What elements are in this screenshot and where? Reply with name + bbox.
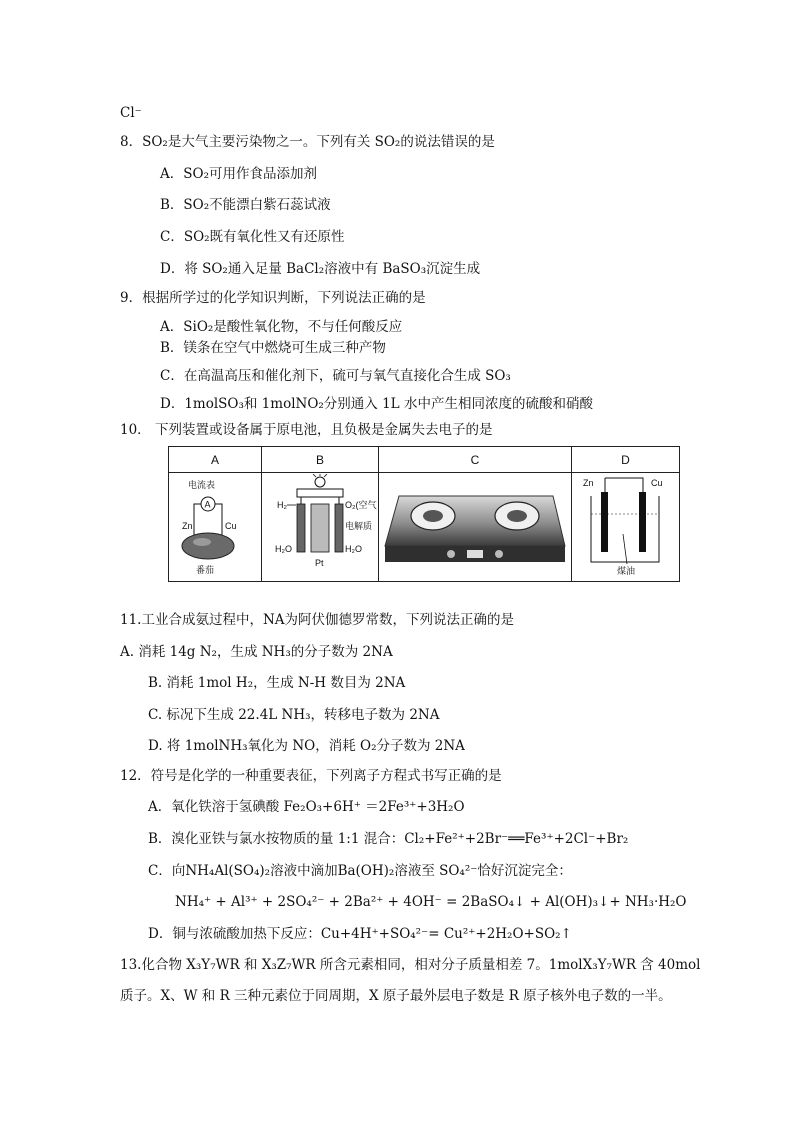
question-11-option-a: A. 消耗 14g N₂，生成 NH₃的分子数为 2NA bbox=[120, 644, 393, 660]
question-8-option-a: A．SO₂可用作食品添加剂 bbox=[160, 166, 317, 182]
fuel-cell-diagram bbox=[263, 474, 377, 578]
h2o-left-label: H₂O bbox=[275, 543, 292, 554]
question-8-stem: 8．SO₂是大气主要污染物之一。下列有关 SO₂的说法错误的是 bbox=[120, 134, 495, 150]
question-12-option-a: A．氧化铁溶于氢碘酸 Fe₂O₃+6H⁺ ＝2Fe³⁺+3H₂O bbox=[148, 799, 465, 815]
question-12-stem: 12．符号是化学的一种重要表征，下列离子方程式书写正确的是 bbox=[120, 768, 502, 784]
question-10-stem: 10． 下列装置或设备属于原电池，且负极是金属失去电子的是 bbox=[120, 422, 493, 438]
figure-b-cell bbox=[262, 473, 379, 582]
figure-d-cell bbox=[572, 473, 680, 582]
ammeter-symbol: A bbox=[204, 499, 211, 509]
question-9-option-a: A．SiO₂是酸性氧化物，不与任何酸反应 bbox=[160, 319, 403, 335]
question-11-option-b: B. 消耗 1mol H₂，生成 N-H 数目为 2NA bbox=[148, 675, 406, 691]
fruit-battery-diagram bbox=[170, 474, 260, 578]
meter-label: 电流表 bbox=[188, 479, 216, 490]
question-11-stem: 11.工业合成氨过程中，NA为阿伏伽德罗常数，下列说法正确的是 bbox=[120, 612, 515, 628]
cu-label: Cu bbox=[225, 520, 237, 531]
question-8-option-b: B．SO₂不能漂白紫石蕊试液 bbox=[160, 197, 331, 213]
left-electrode bbox=[297, 504, 305, 552]
kerosene-label: 煤油 bbox=[616, 565, 635, 576]
question-8-option-d: D．将 SO₂通入足量 BaCl₂溶液中有 BaSO₃沉淀生成 bbox=[160, 261, 481, 277]
pointer-line bbox=[623, 534, 627, 564]
top-bar bbox=[297, 489, 343, 497]
fragment-text: Cl⁻ bbox=[120, 105, 142, 121]
question-8-option-c: C．SO₂既有氧化性又有还原性 bbox=[160, 229, 345, 245]
electrolyte-block bbox=[311, 504, 329, 552]
question-12-option-d: D．铜与浓硫酸加热下反应：Cu+4H⁺+SO₄²⁻= Cu²⁺+2H₂O+SO₂↑ bbox=[148, 926, 572, 942]
left-burner-core bbox=[423, 510, 443, 522]
header-b: B bbox=[262, 447, 379, 473]
cu-electrode bbox=[639, 492, 646, 552]
zn-electrode bbox=[601, 492, 608, 552]
question-12-option-c: C．向NH₄Al(SO₄)₂溶液中滴加Ba(OH)₂溶液至 SO₄²⁻恰好沉淀完全： bbox=[148, 863, 572, 879]
pt-label: Pt bbox=[315, 557, 324, 568]
connecting-wire bbox=[605, 478, 643, 494]
zn-label: Zn bbox=[182, 520, 193, 531]
left-knob-icon bbox=[447, 550, 455, 558]
question-11-option-c: C. 标况下生成 22.4L NH₃，转移电子数为 2NA bbox=[148, 707, 440, 723]
h2o-right-label: H₂O bbox=[345, 543, 362, 554]
lead-wires bbox=[301, 497, 339, 504]
right-electrode bbox=[335, 504, 343, 552]
control-panel bbox=[467, 550, 483, 558]
h2-label: H₂ bbox=[277, 499, 287, 510]
right-knob-icon bbox=[495, 550, 503, 558]
question-12-option-c-equation: NH₄⁺ + Al³⁺ + 2SO₄²⁻ + 2Ba²⁺ + 4OH⁻ = 2BaSO₄↓ + Al(OH)₃↓+ NH₃·H₂O bbox=[175, 894, 687, 910]
device-table bbox=[168, 446, 680, 582]
kerosene-cell-diagram bbox=[573, 474, 679, 578]
tomato-label: 番茄 bbox=[196, 564, 215, 575]
electrolyte-label: 电解质 bbox=[345, 520, 373, 531]
question-11-option-d: D. 将 1molNH₃氧化为 NO，消耗 O₂分子数为 2NA bbox=[148, 738, 465, 754]
o2-label: O₂(空气) bbox=[345, 499, 377, 510]
header-a: A bbox=[169, 447, 262, 473]
question-9-option-c: C．在高温高压和催化剂下，硫可与氧气直接化合生成 SO₃ bbox=[160, 368, 511, 384]
zn-label-d: Zn bbox=[582, 477, 594, 488]
question-13-line-2: 质子。X、W 和 R 三种元素位于同周期，X 原子最外层电子数是 R 原子核外电子数的一半。 bbox=[120, 988, 672, 1004]
figure-c-cell bbox=[379, 473, 572, 582]
gas-stove-image bbox=[381, 474, 569, 578]
header-c: C bbox=[379, 447, 572, 473]
cu-label-d: Cu bbox=[650, 477, 663, 488]
header-d: D bbox=[572, 447, 680, 473]
right-burner-core bbox=[507, 510, 527, 522]
question-9-option-d: D．1molSO₃和 1molNO₂分别通入 1L 水中产生相同浓度的硫酸和硝酸 bbox=[160, 396, 593, 412]
tomato-highlight bbox=[193, 538, 211, 546]
question-12-option-b: B．溴化亚铁与氯水按物质的量 1:1 混合：Cl₂+Fe²⁺+2Br⁻══Fe³⁺+2Cl⁻+Br₂ bbox=[148, 831, 629, 847]
question-9-option-b: B．镁条在空气中燃烧可生成三种产物 bbox=[160, 340, 386, 356]
tomato-icon bbox=[182, 533, 234, 559]
figure-a-cell bbox=[169, 473, 262, 582]
bulb-icon bbox=[315, 477, 325, 487]
question-9-stem: 9．根据所学过的化学知识判断，下列说法正确的是 bbox=[120, 290, 426, 306]
question-13-line-1: 13.化合物 X₃Y₇WR 和 X₃Z₇WR 所含元素相同，相对分子质量相差 7。1molX₃Y₇WR 含 40mol bbox=[120, 957, 701, 973]
